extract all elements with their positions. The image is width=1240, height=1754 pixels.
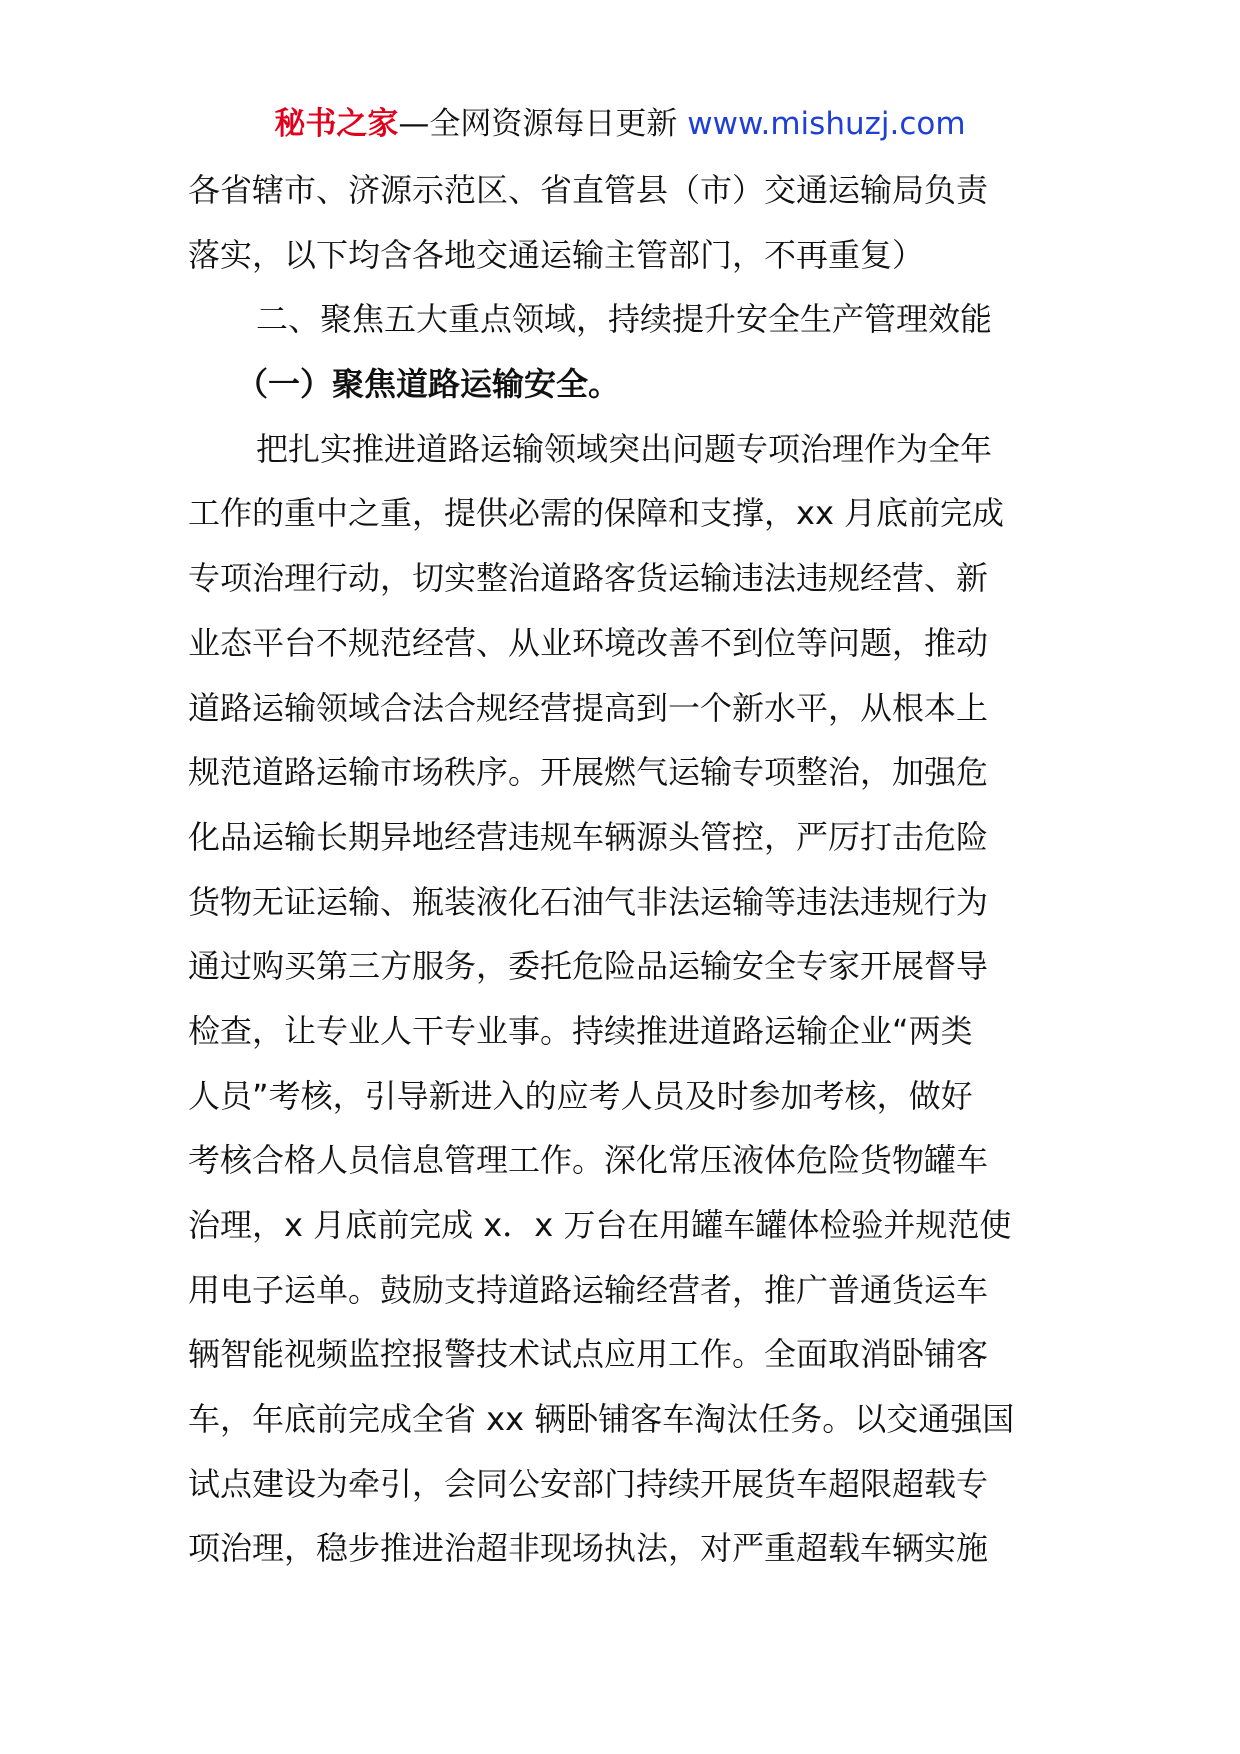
body-line: 业态平台不规范经营、从业环境改善不到位等问题，推动 (188, 623, 989, 662)
header-tagline: —全网资源每日更新 (398, 106, 678, 142)
body-line: 工作的重中之重，提供必需的保障和支撑，xx 月底前完成 (188, 494, 1005, 533)
section-heading: 二、聚焦五大重点领域，持续提升安全生产管理效能 (256, 300, 993, 339)
body-line: 规范道路运输市场秩序。开展燃气运输专项整治，加强危 (188, 753, 989, 792)
body-line: 用电子运单。鼓励支持道路运输经营者，推广普通货运车 (188, 1270, 989, 1309)
body-line: 专项治理行动，切实整治道路客货运输违法违规经营、新 (188, 559, 989, 598)
subsection-heading: （一）聚焦道路运输安全。 (236, 365, 621, 404)
body-line: 车，年底前完成全省 xx 辆卧铺客车淘汰任务。以交通强国 (188, 1400, 1015, 1439)
body-line: 道路运输领域合法合规经营提高到一个新水平，从根本上 (188, 688, 989, 727)
body-line: 通过购买第三方服务，委托危险品运输安全专家开展督导 (188, 947, 989, 986)
brand-name: 秘书之家 (274, 106, 399, 142)
website-link[interactable]: www.mishuzj.com (687, 106, 966, 142)
body-line: 辆智能视频监控报警技术试点应用工作。全面取消卧铺客 (188, 1335, 989, 1374)
body-line: 化品运输长期异地经营违规车辆源头管控，严厉打击危险 (188, 817, 989, 856)
document-body (188, 158, 1058, 1581)
body-line: 考核合格人员信息管理工作。深化常压液体危险货物罐车 (188, 1141, 989, 1180)
paragraph-first-line: 把扎实推进道路运输领域突出问题专项治理作为全年 (256, 429, 993, 468)
body-line: 项治理，稳步推进治超非现场执法，对严重超载车辆实施 (188, 1529, 989, 1568)
body-line: 试点建设为牵引，会同公安部门持续开展货车超限超载专 (188, 1464, 989, 1503)
body-line: 治理，x 月底前完成 x．x 万台在用罐车罐体检验并规范使 (188, 1206, 1012, 1244)
body-line: 各省辖市、济源示范区、省直管县（市）交通运输局负责 (188, 171, 989, 209)
body-line: 货物无证运输、瓶装液化石油气非法运输等违法违规行为 (188, 882, 989, 921)
body-line: 人员”考核，引导新进入的应考人员及时参加考核，做好 (188, 1076, 973, 1115)
body-line: 落实，以下均含各地交通运输主管部门，不再重复） (188, 235, 925, 274)
watermark-header (0, 100, 1240, 148)
body-line: 检查，让专业人干专业事。持续推进道路运输企业“两类 (188, 1011, 973, 1050)
